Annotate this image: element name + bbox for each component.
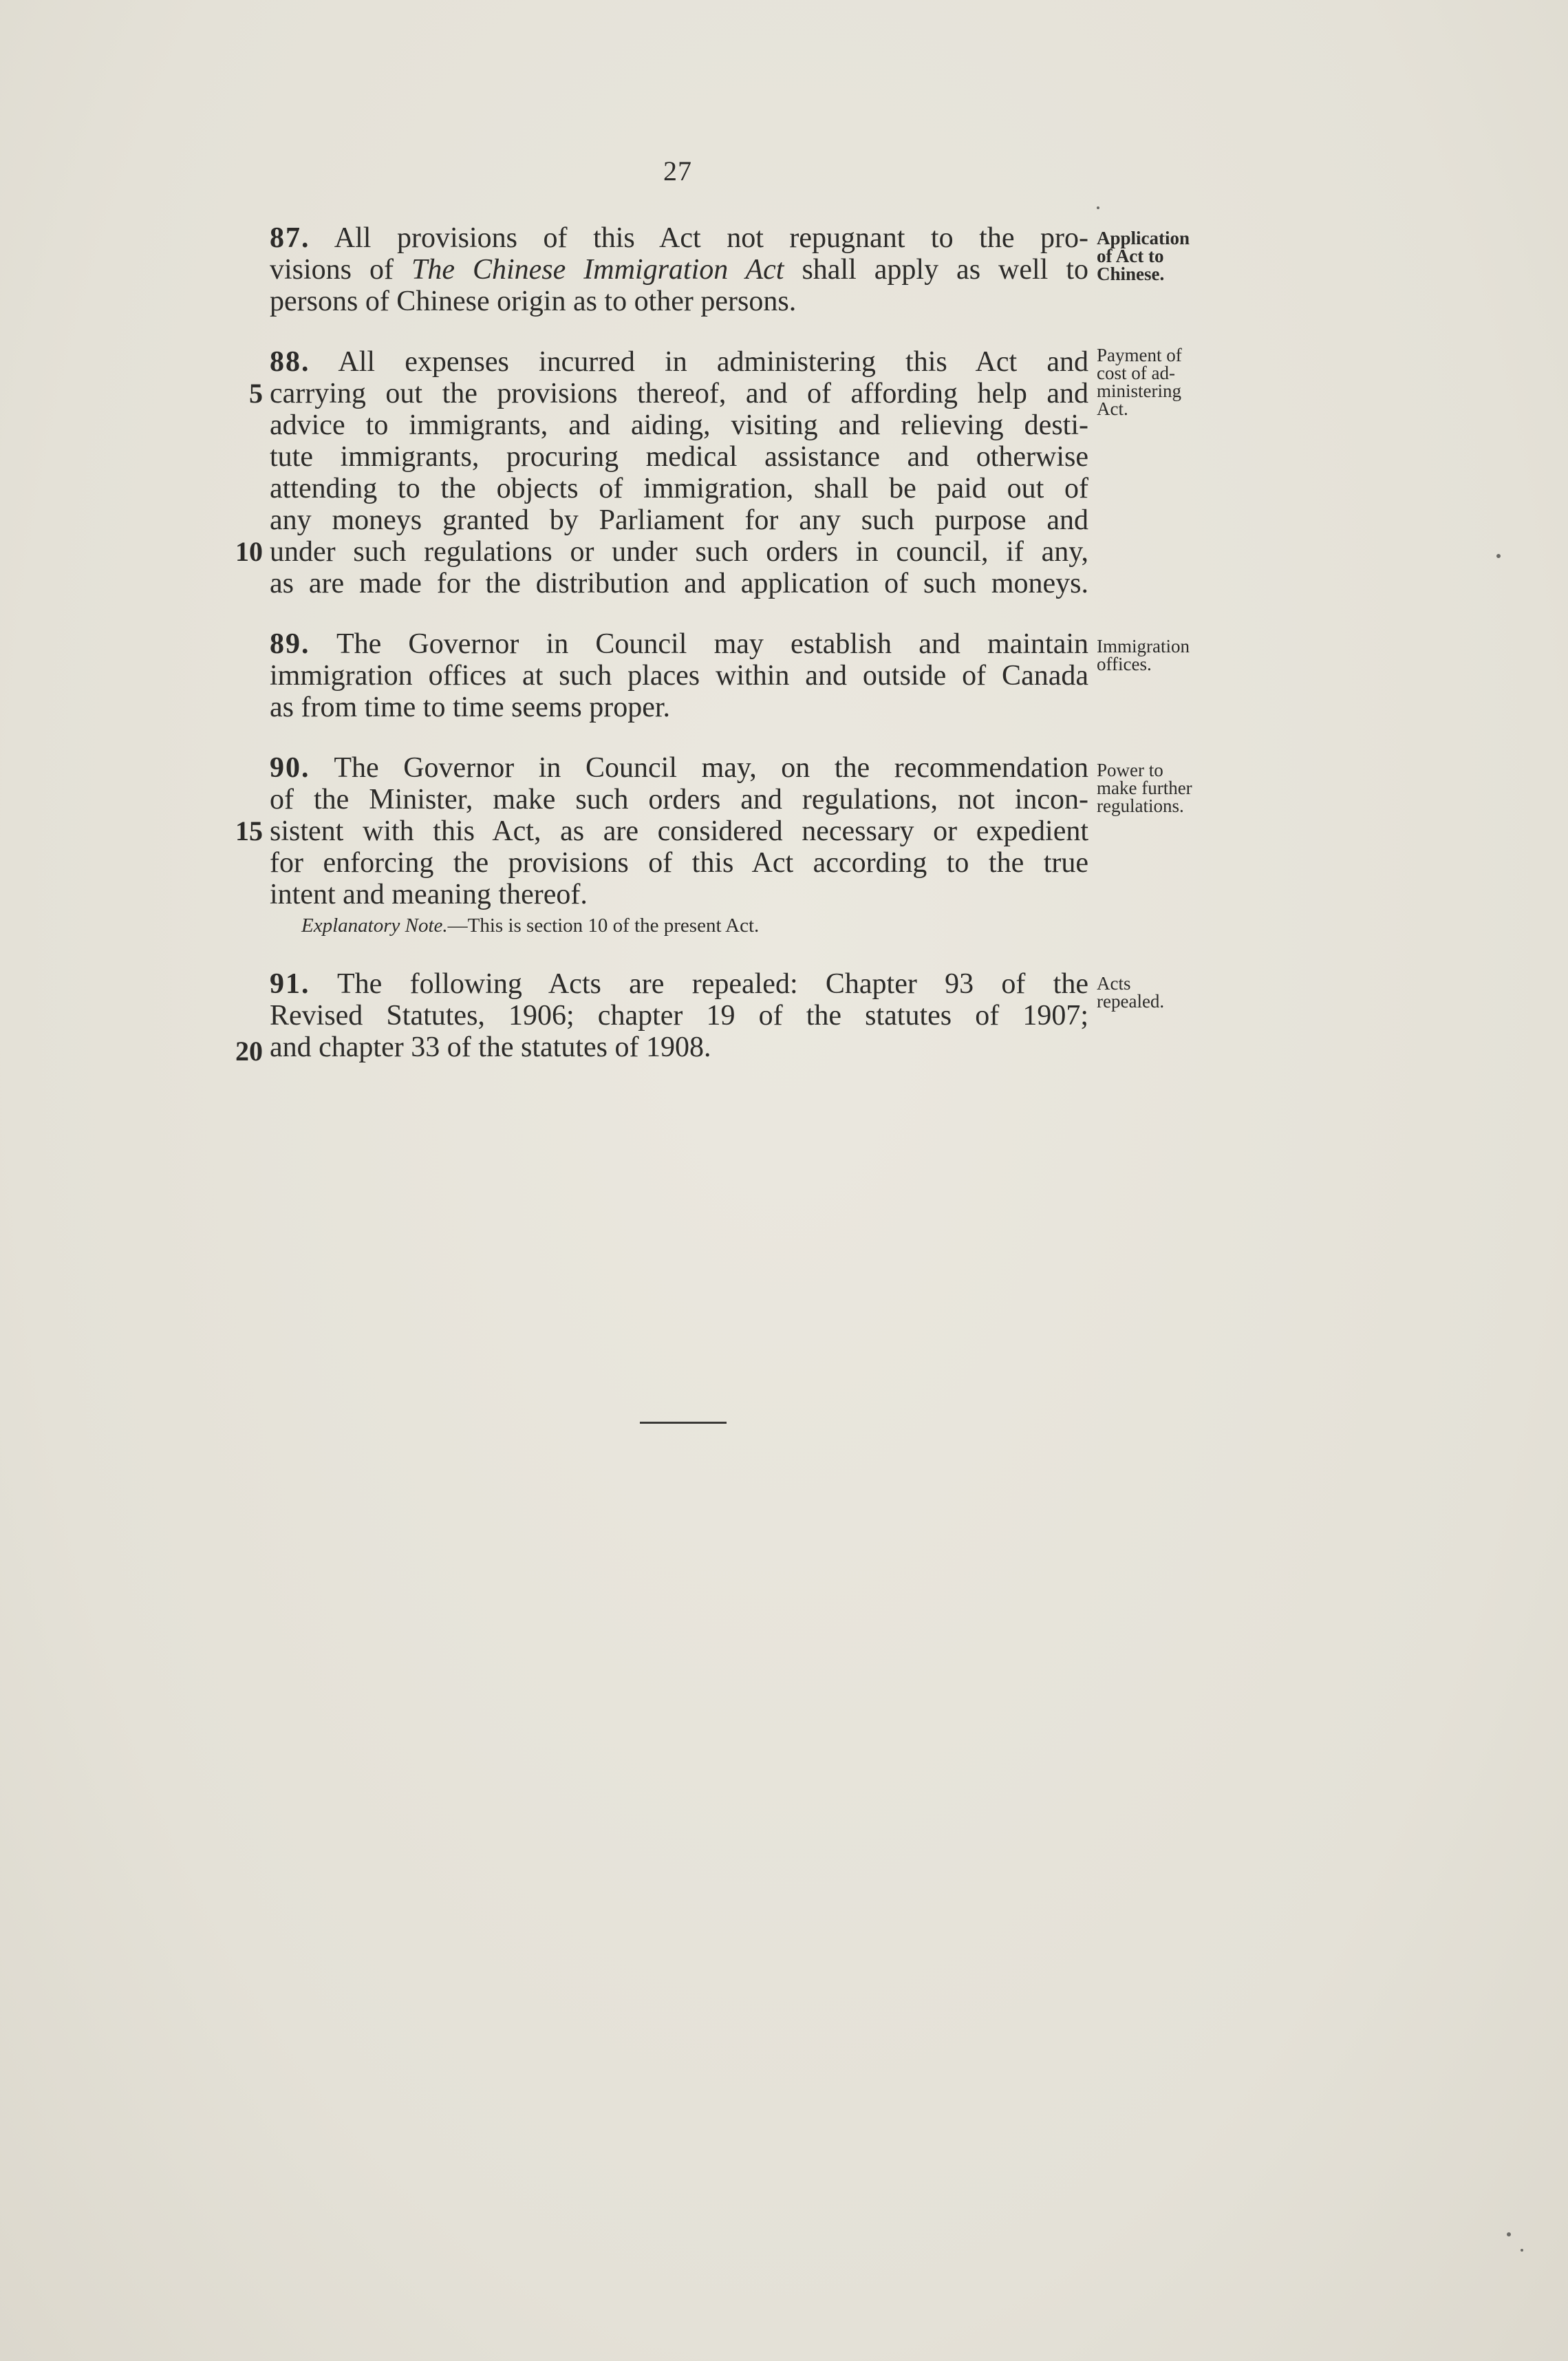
section-91-line-3: and chapter 33 of the statutes of 1908. <box>270 1032 711 1063</box>
section-89-line-1: 89. The Governor in Council may establish and maintain <box>270 628 1089 660</box>
explanatory-note: Explanatory Note.—This is section 10 of the present Act. <box>301 915 760 937</box>
section-88-line-2: carrying out the provisions thereof, and of affording help and <box>270 378 1088 409</box>
section-88-line-7: under such regulations or under such orders in council, if any, <box>270 536 1088 568</box>
section-87-line-2: visions of The Chinese Immigration Act shall apply as well to <box>270 254 1088 286</box>
section-88-line-3: advice to immigrants, and aiding, visiting and relieving desti- <box>270 409 1088 441</box>
section-number: 90. <box>270 752 310 784</box>
section-91-line-2: Revised Statutes, 1906; chapter 19 of the statutes of 1907; <box>270 1000 1088 1032</box>
section-number: 89. <box>270 628 310 660</box>
section-87-line-1: 87. All provisions of this Act not repugnant to the pro- <box>270 222 1088 254</box>
section-91-line-1: 91. The following Acts are repealed: Chapter 93 of the <box>270 968 1088 1000</box>
marginal-note-89: Immigration offices. <box>1097 636 1190 674</box>
end-rule <box>640 1422 727 1424</box>
section-90-line-3: sistent with this Act, as are considered necessary or expedient <box>270 815 1088 847</box>
act-title: The Chinese Immigration Act <box>411 254 784 286</box>
section-89-line-3: as from time to time seems proper. <box>270 692 671 723</box>
paper-speck <box>1097 206 1099 209</box>
section-90-line-4: for enforcing the provisions of this Act according to the true <box>270 847 1088 879</box>
line-number: 5 <box>249 378 263 409</box>
section-88-line-6: any moneys granted by Parliament for any such purpose and <box>270 504 1088 536</box>
line-number: 10 <box>235 536 263 567</box>
section-88-line-1: 88. All expenses incurred in administering this Act and <box>270 346 1089 378</box>
section-number: 87. <box>270 222 310 254</box>
paper-speck <box>1521 2249 1523 2252</box>
marginal-note-87: Application of Act to Chinese. <box>1097 228 1190 284</box>
section-87-line-3: persons of Chinese origin as to other persons. <box>270 286 797 317</box>
marginal-note-91: Acts repealed. <box>1097 973 1165 1012</box>
line-number: 20 <box>235 1036 263 1067</box>
paper-speck <box>1496 554 1501 558</box>
marginal-note-88: Payment of cost of ad- ministering Act. <box>1097 345 1182 419</box>
section-90-line-5: intent and meaning thereof. <box>270 879 588 910</box>
section-88-line-4: tute immigrants, procuring medical assistance and otherwise <box>270 441 1088 473</box>
page-number: 27 <box>663 156 692 186</box>
section-number: 91. <box>270 968 310 1000</box>
marginal-note-90: Power to make further regulations. <box>1097 760 1192 816</box>
section-88-line-8: as are made for the distribution and application of such moneys. <box>270 568 1088 599</box>
section-89-line-2: immigration offices at such places within and outside of Canada <box>270 660 1088 692</box>
line-number: 15 <box>235 815 263 846</box>
paper-speck <box>1507 2232 1511 2236</box>
section-90-line-2: of the Minister, make such orders and regulations, not incon- <box>270 784 1088 815</box>
section-90-line-1: 90. The Governor in Council may, on the recommendation <box>270 752 1088 784</box>
section-88-line-5: attending to the objects of immigration, shall be paid out of <box>270 473 1088 504</box>
section-number: 88. <box>270 346 310 378</box>
